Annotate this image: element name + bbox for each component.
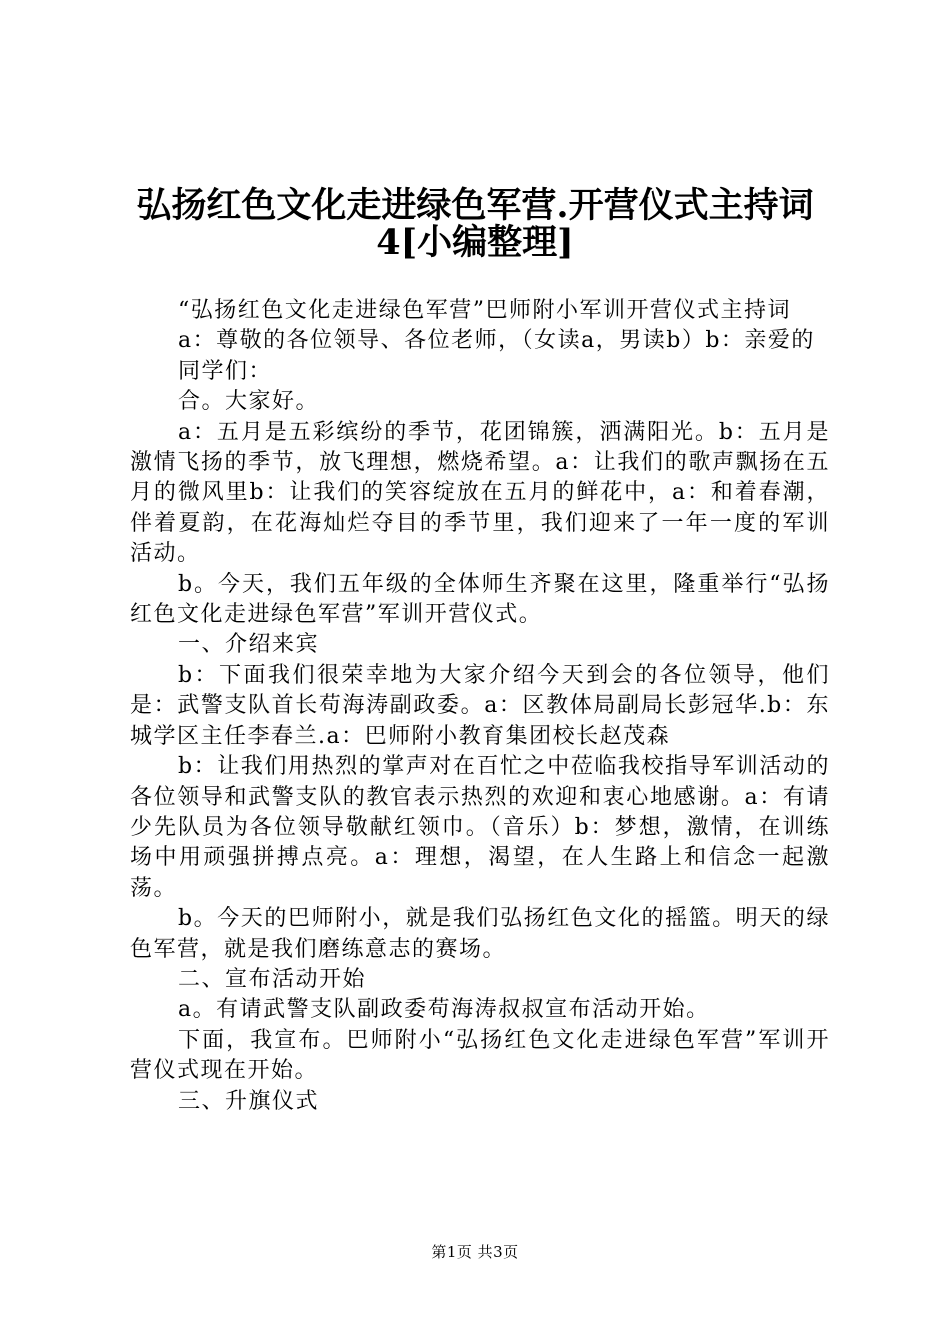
paragraph-today: b。今天，我们五年级的全体师生齐聚在这里，隆重举行“弘扬红色文化走进绿色军营”军训开营仪式。 <box>130 571 830 628</box>
section-heading-guests: 一、介绍来宾 <box>178 632 320 658</box>
paragraph-invite: a。有请武警支队副政委苟海涛叔叔宣布活动开始。 <box>178 997 710 1023</box>
paragraph-applause: b：让我们用热烈的掌声对在百忙之中莅临我校指导军训活动的各位领导和武警支队的教官表示热烈的欢迎和衷心地感谢。a：有请少先队员为各位领导敬献红领巾。（音乐）b：梦想，激情，在训练场中用顽强拼搏点亮。a：理想，渴望，在人生路上和信念一起激荡。 <box>130 754 830 901</box>
document-body <box>130 296 830 1117</box>
document-title-line-2: 4[小编整理] <box>376 222 574 263</box>
paragraph-intro: “弘扬红色文化走进绿色军营”巴师附小军训开营仪式主持词 <box>178 298 791 323</box>
paragraph-may: a：五月是五彩缤纷的季节，花团锦簇，洒满阳光。b：五月是激情飞扬的季节，放飞理想，燃烧希望。a：让我们的歌声飘扬在五月的微风里b：让我们的笑容绽放在五月的鲜花中，a：和着春潮，伴着夏韵，在花海灿烂夺目的季节里，我们迎来了一年一度的军训活动。 <box>130 419 830 567</box>
paragraph-students: 同学们： <box>178 358 273 384</box>
section-heading-flag: 三、升旗仪式 <box>178 1088 320 1114</box>
paragraph-cradle: b。今天的巴师附小，就是我们弘扬红色文化的摇篮。明天的绿色军营，就是我们磨练意志的赛场。 <box>130 906 830 962</box>
paragraph-guests: b：下面我们很荣幸地为大家介绍今天到会的各位领导，他们是：武警支队首长苟海涛副政委。a：区教体局副局长彭冠华.b：东城学区主任李春兰.a：巴师附小教育集团校长赵茂森 <box>130 662 830 749</box>
section-heading-start: 二、宣布活动开始 <box>178 966 367 992</box>
page-number-footer: 第1页 共3页 <box>431 1243 519 1261</box>
paragraph-greeting: a：尊敬的各位领导、各位老师，（女读a，男读b）b：亲爱的 <box>178 328 815 354</box>
paragraph-hello: 合。大家好。 <box>178 389 320 415</box>
paragraph-announce: 下面，我宣布。巴师附小“弘扬红色文化走进绿色军营”军训开营仪式现在开始。 <box>130 1027 830 1084</box>
document-title-line-1: 弘扬红色文化走进绿色军营.开营仪式主持词 <box>136 185 814 226</box>
